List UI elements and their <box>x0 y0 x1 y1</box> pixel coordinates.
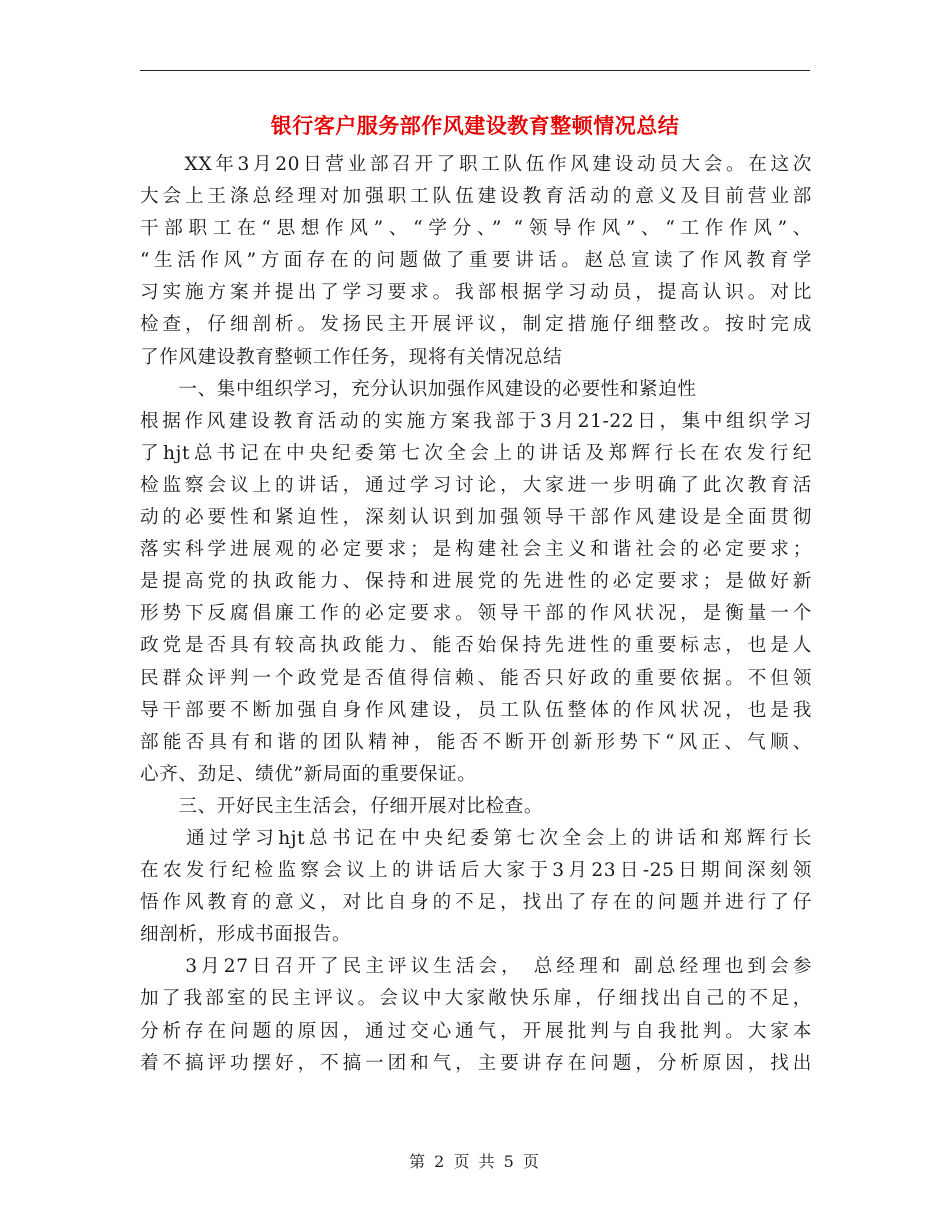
text-line: 落实科学进展观的必定要求；是构建社会主义和谐社会的必定要求； <box>140 539 812 561</box>
text-line: 一、集中组织学习，充分认识加强作风建设的必要性和紧迫性 <box>140 378 697 400</box>
text-line: 细剖析，形成书面报告。 <box>140 924 352 946</box>
text-line: 通过学习hjt总书记在中央纪委第七次全会上的讲话和郑辉行长 <box>140 827 812 849</box>
text-line: 心齐、劲足、绩优”新局面的重要保证。 <box>140 763 477 785</box>
text-line: 大会上王涤总经理对加强职工队伍建设教育活动的意义及目前营业部 <box>140 186 812 208</box>
text-line: 了hjt总书记在中央纪委第七次全会上的讲话及郑辉行长在农发行纪 <box>140 442 812 464</box>
text-line: 民群众评判一个政党是否值得信赖、能否只好政的重要依据。不但领 <box>140 667 812 689</box>
text-line: 习实施方案并提出了学习要求。我部根据学习动员，提高认识。对比 <box>140 282 812 304</box>
text-line: 形势下反腐倡廉工作的必定要求。领导干部的作风状况，是衡量一个 <box>140 603 812 625</box>
text-line: 动的必要性和紧迫性，深刻认识到加强领导干部作风建设是全面贯彻 <box>140 507 812 529</box>
text-line: 着不搞评功摆好，不搞一团和气，主要讲存在问题，分析原因，找出 <box>140 1052 812 1074</box>
text-line: 检监察会议上的讲话，通过学习讨论，大家进一步明确了此次教育活 <box>140 474 812 496</box>
text-line: 在农发行纪检监察会议上的讲话后大家于3月23日-25日期间深刻领 <box>140 860 812 882</box>
text-line: 部能否具有和谐的团队精神，能否不断开创新形势下“风正、气顺、 <box>140 731 812 753</box>
text-line: XX年3月20日营业部召开了职工队伍作风建设动员大会。在这次 <box>140 154 812 175</box>
text-line: 三、开好民主生活会，仔细开展对比检查。 <box>140 795 544 817</box>
text-line: 分析存在问题的原因，通过交心通气，开展批判与自我批判。大家本 <box>140 1020 812 1042</box>
text-line: 悟作风教育的意义，对比自身的不足，找出了存在的问题并进行了仔 <box>140 892 812 914</box>
text-line: 检查，仔细剖析。发扬民主开展评议，制定措施仔细整改。按时完成 <box>140 314 812 336</box>
text-line: 加了我部室的民主评议。会议中大家敞快乐扉，仔细找出自己的不足， <box>140 988 812 1010</box>
text-line: 导干部要不断加强自身作风建设，员工队伍整体的作风状况，也是我 <box>140 699 812 721</box>
document-body <box>140 149 812 1080</box>
page-number: 第 2 页 共 5 页 <box>409 1152 541 1171</box>
text-line: 政党是否具有较高执政能力、能否始保持先进性的重要标志，也是人 <box>140 635 812 657</box>
text-line: 3月27日召开了民主评议生活会， 总经理和 副总经理也到会参 <box>140 956 812 978</box>
text-line: 是提高党的执政能力、保持和进展党的先进性的必定要求；是做好新 <box>140 571 812 593</box>
text-line: 干部职工在“思想作风”、“学分、” “领导作风”、“工作作风”、 <box>140 218 812 240</box>
text-line: 了作风建设教育整顿工作任务，现将有关情况总结 <box>140 346 563 368</box>
text-line: “生活作风”方面存在的问题做了重要讲话。赵总宣读了作风教育学 <box>140 250 812 272</box>
text-line: 根据作风建设教育活动的实施方案我部于3月21-22日，集中组织学习 <box>140 410 812 432</box>
header-rule <box>140 70 810 71</box>
document-title: 银行客户服务部作风建设教育整顿情况总结 <box>270 113 680 138</box>
